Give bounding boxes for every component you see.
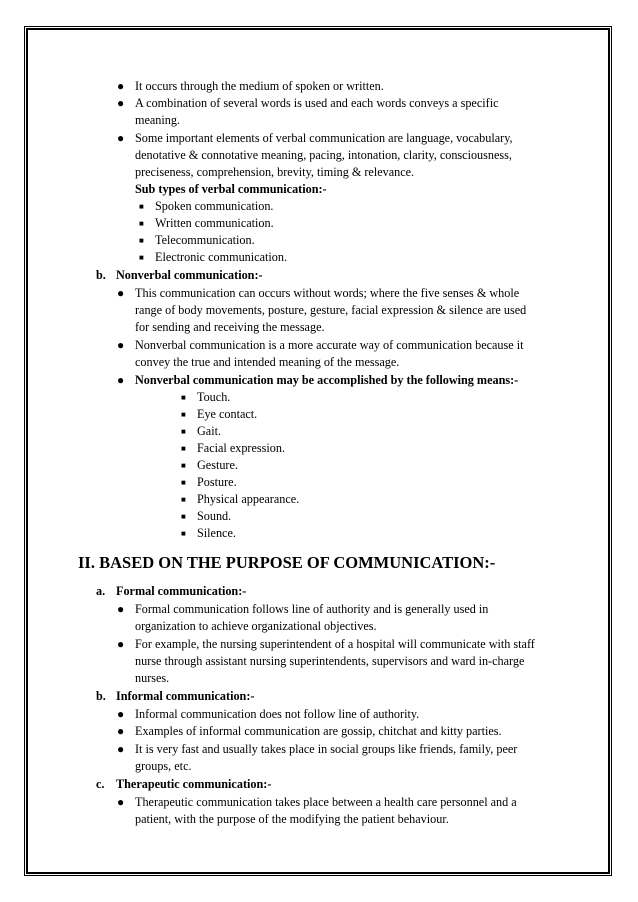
bullet-icon: ● <box>117 707 125 721</box>
bullet-icon: ● <box>117 79 125 93</box>
nonverbal-means: Posture. <box>197 475 237 489</box>
verbal-subtypes-heading: Sub types of verbal communication:- <box>135 182 327 196</box>
square-bullet-icon: ■ <box>181 410 186 419</box>
formal-bullet-2-cont: nurse through assistant nursing superintendents, supervisors and ward in-charge <box>135 654 525 668</box>
nonverbal-means: Touch. <box>197 390 231 404</box>
verbal-subtype: Spoken communication. <box>155 199 274 213</box>
verbal-bullet-3: Some important elements of verbal communication are language, vocabulary, <box>135 131 513 145</box>
therapeutic-heading: Therapeutic communication:- <box>116 777 272 791</box>
formal-letter: a. <box>96 584 106 598</box>
verbal-subtype: Written communication. <box>155 216 274 230</box>
informal-bullet-3-cont: groups, etc. <box>135 759 192 773</box>
informal-heading: Informal communication:- <box>116 689 255 703</box>
square-bullet-icon: ■ <box>181 495 186 504</box>
section-heading: II. BASED ON THE PURPOSE OF COMMUNICATION:- <box>78 553 496 572</box>
square-bullet-icon: ■ <box>181 461 186 470</box>
verbal-subtype: Electronic communication. <box>155 250 287 264</box>
nonverbal-bullet-3: Nonverbal communication may be accomplished by the following means:- <box>135 373 519 387</box>
bullet-icon: ● <box>117 637 125 651</box>
square-bullet-icon: ■ <box>139 253 144 262</box>
therapeutic-bullet-1-cont: patient, with the purpose of the modifying the patient behaviour. <box>135 812 449 826</box>
nonverbal-letter: b. <box>96 268 106 282</box>
nonverbal-means: Silence. <box>197 526 236 540</box>
nonverbal-bullet-1-cont: range of body movements, posture, gesture, facial expression & silence are used <box>135 303 527 317</box>
square-bullet-icon: ■ <box>139 202 144 211</box>
formal-bullet-1: Formal communication follows line of authority and is generally used in <box>135 602 489 616</box>
square-bullet-icon: ■ <box>181 529 186 538</box>
formal-bullet-2: For example, the nursing superintendent of a hospital will communicate with staff <box>135 637 535 651</box>
square-bullet-icon: ■ <box>181 512 186 521</box>
nonverbal-bullet-1-cont: for sending and receiving the message. <box>135 320 325 334</box>
nonverbal-means: Gait. <box>197 424 222 438</box>
nonverbal-means: Physical appearance. <box>197 492 300 506</box>
square-bullet-icon: ■ <box>181 444 186 453</box>
informal-bullet-2: Examples of informal communication are gossip, chitchat and kitty parties. <box>135 724 502 738</box>
nonverbal-bullet-1: This communication can occurs without words; where the five senses & whole <box>135 286 520 300</box>
bullet-icon: ● <box>117 131 125 145</box>
therapeutic-letter: c. <box>96 777 105 791</box>
informal-bullet-3: It is very fast and usually takes place in social groups like friends, family, peer <box>135 742 518 756</box>
therapeutic-bullet-1: Therapeutic communication takes place between a health care personnel and a <box>135 795 517 809</box>
formal-bullet-1-cont: organization to achieve organizational objectives. <box>135 619 377 633</box>
square-bullet-icon: ■ <box>139 236 144 245</box>
nonverbal-means: Eye contact. <box>197 407 258 421</box>
bullet-icon: ● <box>117 724 125 738</box>
verbal-subtype: Telecommunication. <box>155 233 255 247</box>
bullet-icon: ● <box>117 338 125 352</box>
nonverbal-means: Facial expression. <box>197 441 285 455</box>
formal-heading: Formal communication:- <box>116 584 247 598</box>
bullet-icon: ● <box>117 742 125 756</box>
nonverbal-bullet-2-cont: convey the true and intended meaning of the message. <box>135 355 400 369</box>
verbal-bullet-1: It occurs through the medium of spoken or written. <box>135 79 384 93</box>
bullet-icon: ● <box>117 373 125 387</box>
formal-bullet-2-cont: nurses. <box>135 671 170 685</box>
nonverbal-means: Gesture. <box>197 458 238 472</box>
nonverbal-bullet-2: Nonverbal communication is a more accurate way of communication because it <box>135 338 524 352</box>
nonverbal-means: Sound. <box>197 509 232 523</box>
square-bullet-icon: ■ <box>181 478 186 487</box>
verbal-bullet-2: A combination of several words is used and each words conveys a specific <box>135 96 499 110</box>
square-bullet-icon: ■ <box>139 219 144 228</box>
bullet-icon: ● <box>117 96 125 110</box>
verbal-bullet-2-cont: meaning. <box>135 113 181 127</box>
informal-bullet-1: Informal communication does not follow line of authority. <box>135 707 420 721</box>
bullet-icon: ● <box>117 602 125 616</box>
square-bullet-icon: ■ <box>181 393 186 402</box>
square-bullet-icon: ■ <box>181 427 186 436</box>
verbal-bullet-3-cont: denotative & connotative meaning, pacing, intonation, clarity, consciousness, <box>135 148 512 162</box>
bullet-icon: ● <box>117 286 125 300</box>
verbal-bullet-3-cont: preciseness, comprehension, brevity, timing & relevance. <box>135 165 415 179</box>
nonverbal-heading: Nonverbal communication:- <box>116 268 263 282</box>
bullet-icon: ● <box>117 795 125 809</box>
informal-letter: b. <box>96 689 106 703</box>
